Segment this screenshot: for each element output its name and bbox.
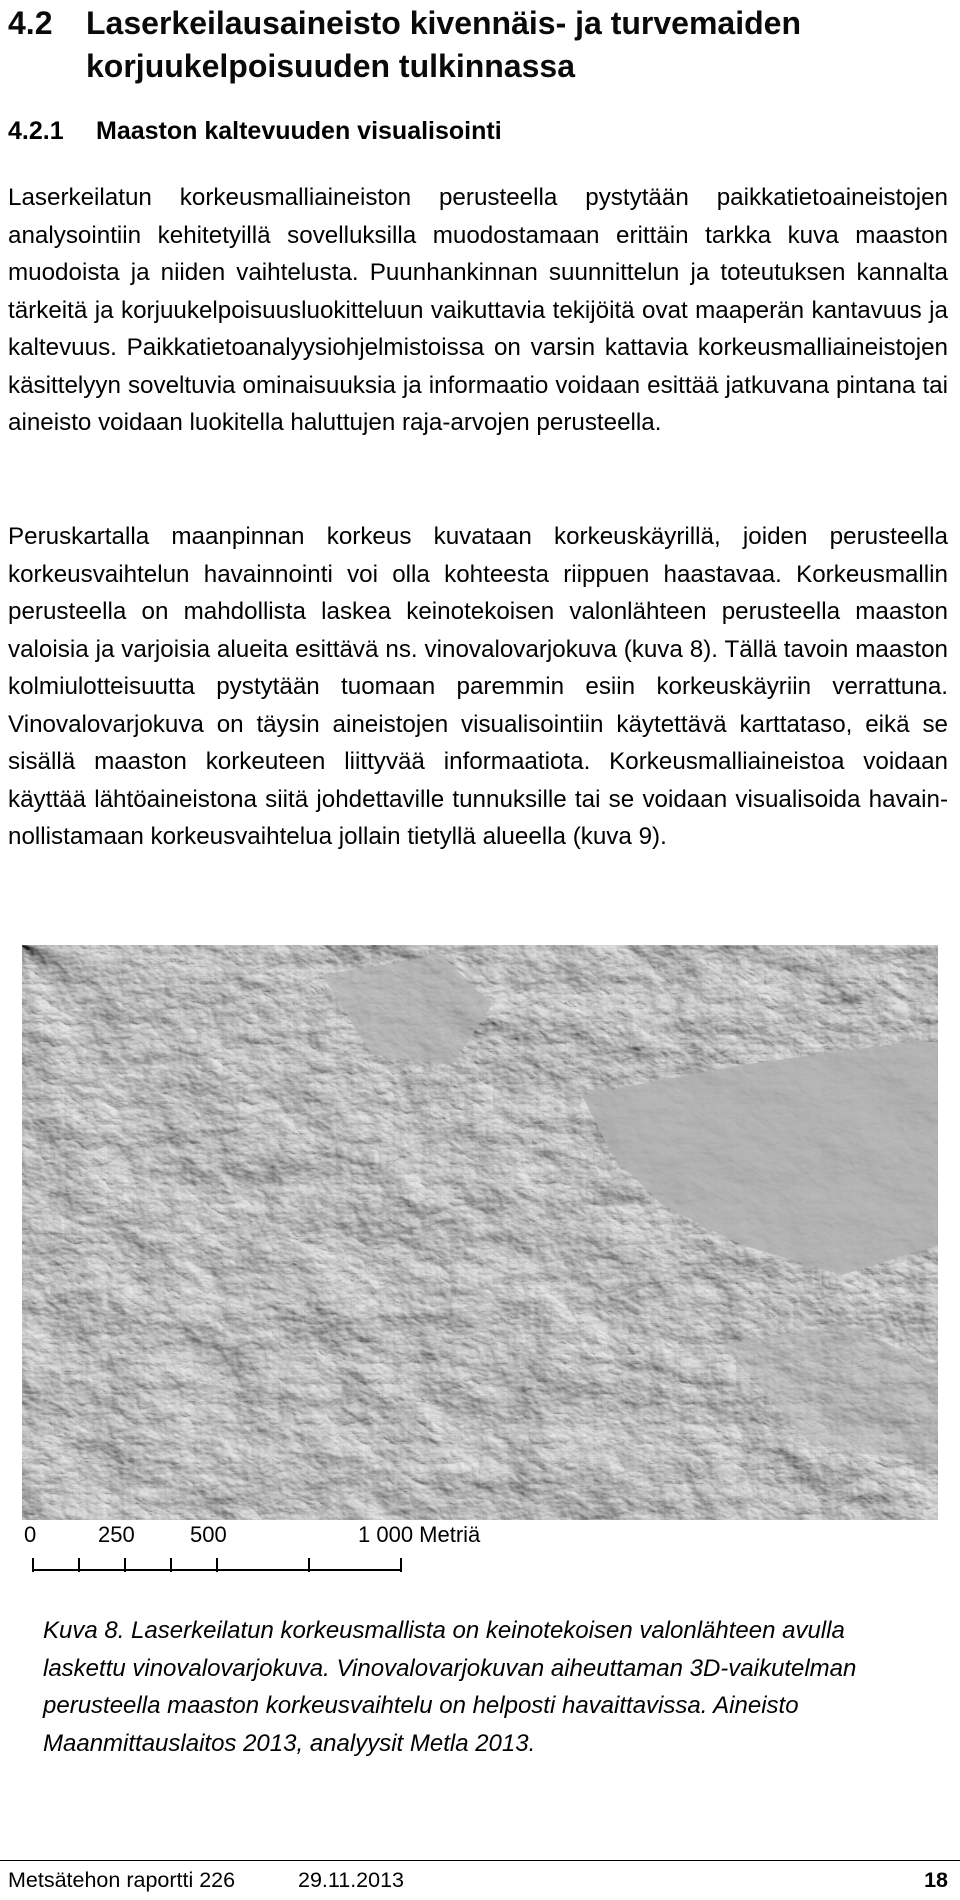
subsection-title: Maaston kaltevuuden visualisointi [96, 117, 502, 145]
scale-label: 500 [190, 1522, 227, 1547]
section-number: 4.2 [8, 5, 53, 41]
figure-caption: Kuva 8. Laserkeilatun korkeusmallista on keinotekoisen valonlähteen avulla laskettu vinovalovarjokuva. Vinovalovarjokuvan aiheuttaman 3D-vaikutelman perusteella maaston korkeusvaihtelu on helposti havaittavissa. Aineisto Maanmittauslaitos 2013, analyysit Metla 2013. [43, 1617, 857, 1758]
footer-date: 29.11.2013 [298, 1868, 405, 1892]
scale-label: 0 [24, 1522, 37, 1547]
subsection-heading [8, 114, 948, 148]
body-paragraph: Laserkeilatun korkeusmalliaineiston perusteella pystytään paikkatietoaineistojen analysointiin kehitetyillä sovelluksilla muodostamaan erittäin tarkka kuva maaston muodoista ja niiden vaihtelusta. Puunhankinnan suunnittelun ja toteutuksen kannalta tärkeitä ja korjuukelpoisuusluokitteluun vaikuttavia tekijöitä ovat maaperän kantavuus ja kaltevuus. Paikkatietoanalyysiohjelmistoissa on varsin kattavia korkeusmalliaineistojen käsittelyyn soveltuvia ominaisuuksia ja informaatio voidaan esittää jatkuvana pintana tai aineisto voidaan luokitella haluttujen raja-arvojen perusteella. [8, 184, 948, 436]
body-paragraph: Peruskartalla maanpinnan korkeus kuvataan korkeuskäyrillä, joiden perusteella korkeusvaihtelun havainnointi voi olla kohteesta riippuen haastavaa. Korkeusmallin perusteella on mahdollista laskea keinotekoisen valonlähteen perusteella maaston valoisia ja varjoisia alueita esittävä ns. vinovalovarjokuva (kuva 8). Tällä tavoin maaston kolmiulotteisuutta pystytään tuomaan paremmin esiin korkeuskäyriin verrattuna. Vinovalovarjokuva on täysin aineistojen visualisointiin käytettävä karttataso, eikä se sisällä maaston korkeuteen liittyvää informaatiota. Korkeusmalliaineistoa voidaan käyttää lähtöaineistona siitä johdettaville tunnuksille tai se voidaan visualisoida havainnollistamaan korkeusvaihtelua jollain tietyllä alueella (kuva 9). [8, 523, 948, 850]
scale-tick [32, 1558, 34, 1572]
page-footer [8, 1866, 948, 1896]
hillshade-map-image [22, 945, 938, 1520]
subsection-number: 4.2.1 [8, 117, 64, 145]
section-heading [8, 2, 948, 88]
scale-label: 1 000 Metriä [358, 1522, 481, 1547]
page-number: 18 [924, 1868, 948, 1892]
scale-tick [124, 1558, 126, 1572]
scale-tick [216, 1558, 218, 1572]
footer-rule [0, 1860, 960, 1861]
scale-tick [308, 1558, 310, 1572]
scale-label: 250 [98, 1522, 135, 1547]
scale-tick [170, 1558, 172, 1572]
section-title: Laserkeilausaineisto kivennäis- ja turvemaiden korjuukelpoisuuden tulkinnassa [86, 5, 801, 84]
scale-tick [78, 1558, 80, 1572]
footer-report-name: Metsätehon raportti 226 [8, 1868, 236, 1892]
scale-tick [400, 1558, 402, 1572]
scale-bar [22, 1522, 482, 1587]
